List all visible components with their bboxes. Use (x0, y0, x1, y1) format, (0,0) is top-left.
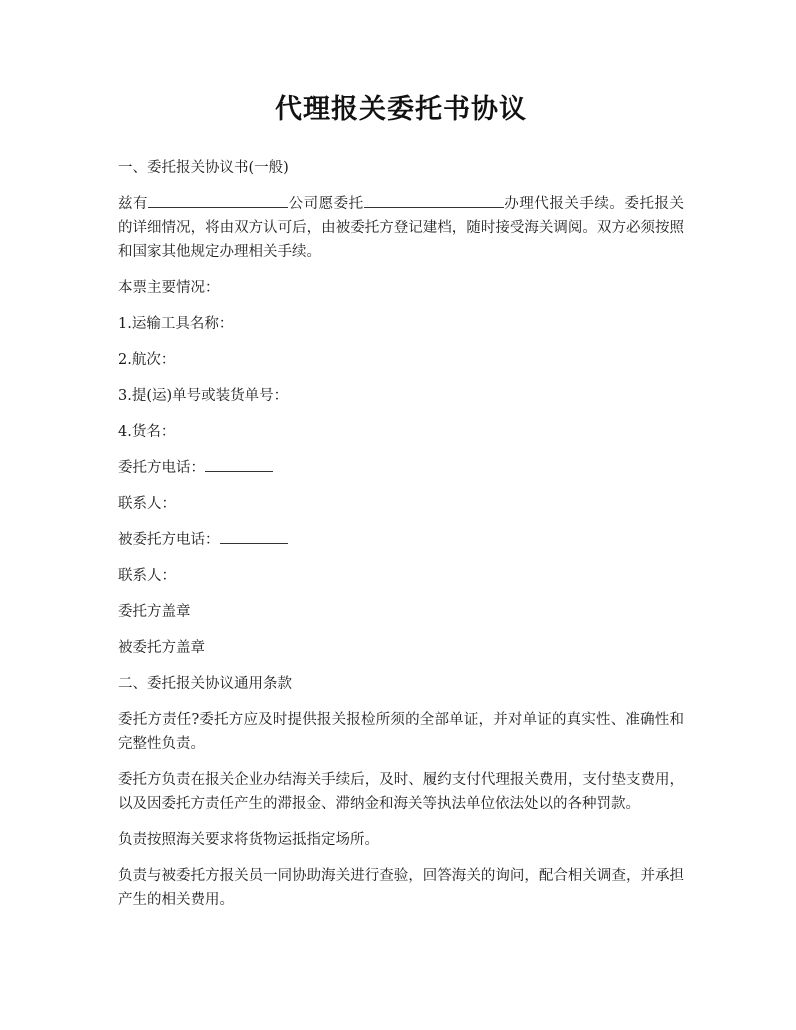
document-title: 代理报关委托书协议 (275, 94, 527, 125)
agent-phone-label: 被委托方电话： (118, 532, 220, 548)
item-voyage: 2.航次： (118, 352, 176, 368)
document-page (118, 88, 684, 924)
client-phone-label: 委托方电话： (118, 460, 205, 476)
clause-paragraph: 负责按照海关要求将货物运抵指定场所。 (118, 832, 379, 848)
main-info-heading: 本票主要情况： (118, 280, 220, 296)
clause-paragraph: 委托方责任?委托方应及时提供报关报检所须的全部单证，并对单证的真实性、准确性和完整性负责。 (118, 712, 684, 752)
section-1-heading: 一、委托报关协议书(一般) (118, 160, 289, 176)
contact-1: 联系人： (118, 496, 176, 512)
company-blank (148, 192, 288, 208)
item-transport: 1.运输工具名称： (118, 316, 234, 332)
agent-seal: 被委托方盖章 (118, 640, 205, 656)
section-2-heading: 二、委托报关协议通用条款 (118, 676, 292, 692)
agent-phone-blank (220, 528, 288, 544)
intro-text-2: 公司愿委托 (288, 196, 364, 212)
agent-blank (364, 192, 504, 208)
client-phone-line (118, 456, 684, 480)
item-bill-number: 3.提(运)单号或装货单号： (118, 388, 289, 404)
intro-text-3: 办理代报关手续。委托报关的详细情况，将由双方认可后，由被委托方登记建档，随时接受海关调阅。双方必须按照和国家其他规定办理相关手续。 (118, 196, 685, 260)
clause-paragraph: 委托方负责在报关企业办结海关手续后，及时、履约支付代理报关费用，支付垫支费用，以及因委托方责任产生的滞报金、滞纳金和海关等执法单位依法处以的各种罚款。 (118, 772, 684, 812)
contact-2: 联系人： (118, 568, 176, 584)
agent-phone-line (118, 528, 684, 552)
intro-paragraph (118, 192, 684, 264)
client-phone-blank (205, 456, 273, 472)
client-seal: 委托方盖章 (118, 604, 191, 620)
clause-paragraph: 负责与被委托方报关员一同协助海关进行查验，回答海关的询问，配合相关调查，并承担产生的相关费用。 (118, 868, 684, 908)
item-goods-name: 4.货名： (118, 424, 176, 440)
intro-text-1: 兹有 (118, 196, 149, 212)
